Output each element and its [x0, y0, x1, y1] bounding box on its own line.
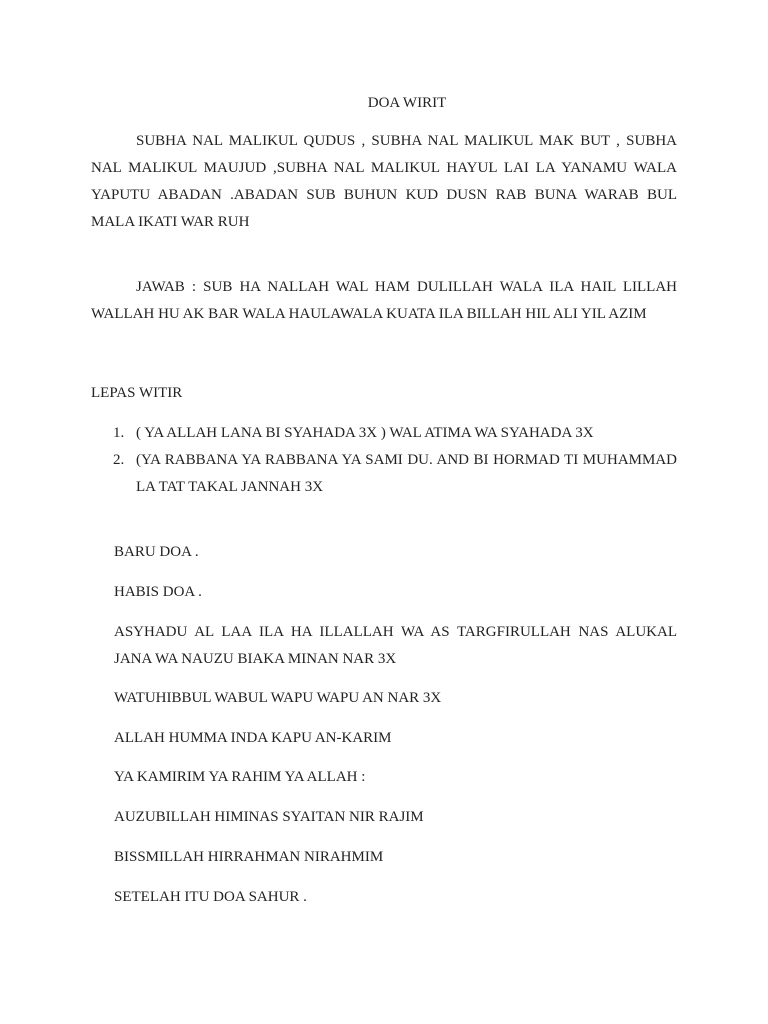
paragraph-subha: SUBHA NAL MALIKUL QUDUS , SUBHA NAL MALIKUL MAK BUT , SUBHA NAL MALIKUL MAUJUD ,SUBHA NAL MALIKUL HAYUL LAI LA YANAMU WALA YAPUTU ABADAN .ABADAN SUB BUHUN KUD DUSN RAB BUNA WARAB BUL MALA IKATI WAR RUH [91, 133, 677, 230]
line-asyhadu: ASYHADU AL LAA ILA HA ILLALLAH WA AS TARGFIRULLAH NAS ALUKAL JANA WA NAUZU BIAKA MINAN NAR 3X [114, 624, 677, 667]
document-title: DOA WIRIT [367, 95, 447, 111]
list-item-text: ( YA ALLAH LANA BI SYAHADA 3X ) WAL ATIMA WA SYAHADA 3X [136, 425, 594, 441]
list-item [91, 447, 677, 501]
line-habis-doa: HABIS DOA . [114, 584, 202, 600]
list-item-number: 1. [113, 425, 125, 441]
line-ya-kamirim: YA KAMIRIM YA RAHIM YA ALLAH : [114, 769, 366, 785]
paragraph-jawab: JAWAB : SUB HA NALLAH WAL HAM DULILLAH WALA ILA HAIL LILLAH WALLAH HU AK BAR WALA HAULAWALA KUATA ILA BILLAH HIL ALI YIL AZIM [91, 279, 677, 322]
line-baru-doa: BARU DOA . [114, 544, 199, 560]
line-setelah-itu: SETELAH ITU DOA SAHUR . [114, 889, 307, 905]
line-auzubillah: AUZUBILLAH HIMINAS SYAITAN NIR RAJIM [114, 809, 424, 825]
list-item-number: 2. [113, 452, 125, 468]
line-bissmillah: BISSMILLAH HIRRAHMAN NIRAHMIM [114, 849, 384, 865]
line-watuhibbul: WATUHIBBUL WABUL WAPU WAPU AN NAR 3X [114, 690, 442, 706]
lepas-witir-heading: LEPAS WITIR [91, 385, 183, 401]
line-allah-humma: ALLAH HUMMA INDA KAPU AN-KARIM [114, 730, 392, 746]
witir-list [91, 420, 677, 501]
list-item [91, 420, 677, 447]
list-item-text: (YA RABBANA YA RABBANA YA SAMI DU. AND BI HORMAD TI MUHAMMAD LA TAT TAKAL JANNAH 3X [136, 452, 677, 495]
